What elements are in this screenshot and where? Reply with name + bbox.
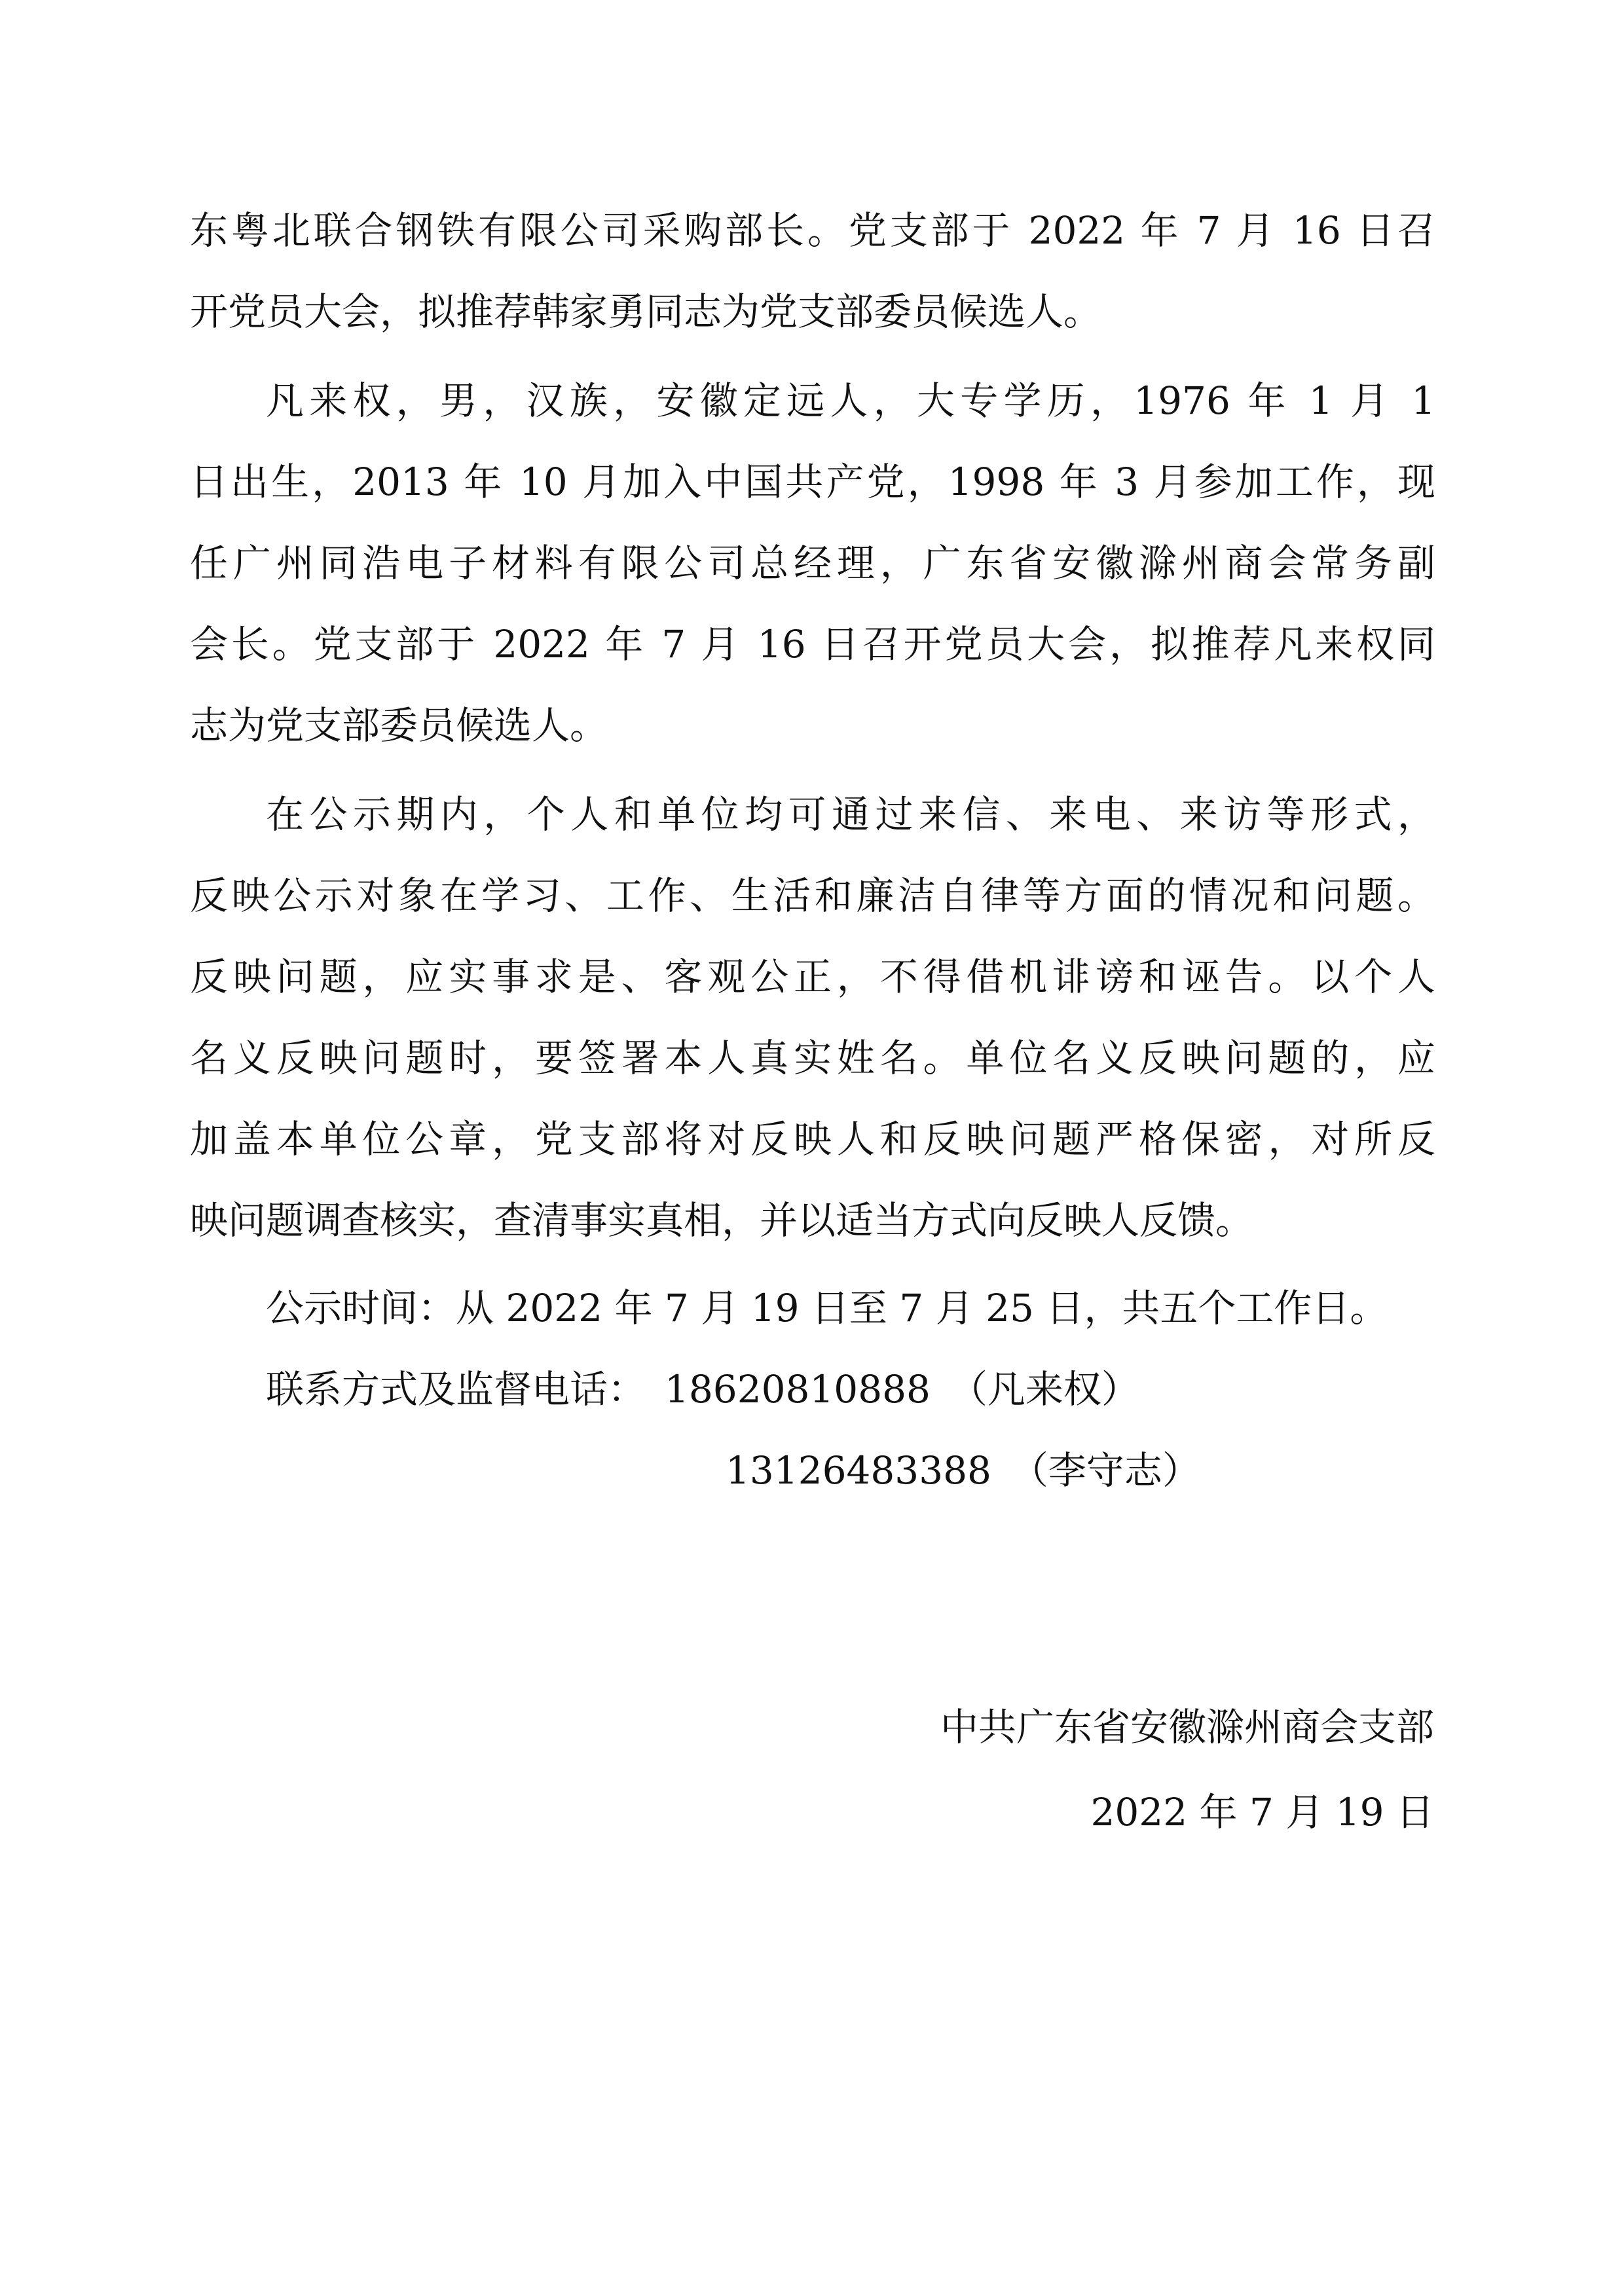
signature-organization: 中共广东省安徽滁州商会支部 [940,1705,1434,1749]
notice-period: 公示时间：从 2022 年 7 月 19 日至 7 月 25 日，共五个工作日。 [266,1286,1388,1330]
paragraph-3-line-5: 加盖本单位公章，党支部将对反映人和反映问题严格保密，对所反 [190,1117,1435,1161]
paragraph-2-line-3: 任广州同浩电子材料有限公司总经理，广东省安徽滁州商会常务副 [190,541,1435,585]
contact-line-1: 联系方式及监督电话： 18620810888 （凡来权） [266,1367,1139,1412]
paragraph-2-line-5: 志为党支部委员候选人。 [190,703,608,748]
contact-line-2: 13126483388 （李守志） [726,1448,1200,1493]
paragraph-1-line-2: 开党员大会，拟推荐韩家勇同志为党支部委员候选人。 [190,289,1102,334]
signature-date: 2022 年 7 月 19 日 [1090,1790,1434,1834]
paragraph-3-line-1: 在公示期内，个人和单位均可通过来信、来电、来访等形式， [266,792,1435,837]
paragraph-1-line-1: 东粤北联合钢铁有限公司采购部长。党支部于 2022 年 7 月 16 日召 [190,208,1435,253]
paragraph-3-line-3: 反映问题，应实事求是、客观公正，不得借机诽谤和诬告。以个人 [190,955,1435,999]
paragraph-2-line-4: 会长。党支部于 2022 年 7 月 16 日召开党员大会，拟推荐凡来权同 [190,622,1435,666]
paragraph-3-line-4: 名义反映问题时，要签署本人真实姓名。单位名义反映问题的，应 [190,1036,1435,1080]
paragraph-3-line-6: 映问题调查核实，查清事实真相，并以适当方式向反映人反馈。 [190,1198,1254,1243]
paragraph-3-line-2: 反映公示对象在学习、工作、生活和廉洁自律等方面的情况和问题。 [190,873,1435,918]
paragraph-2-line-2: 日出生，2013 年 10 月加入中国共产党，1998 年 3 月参加工作，现 [190,460,1435,504]
paragraph-2-line-1: 凡来权，男，汉族，安徽定远人，大专学历，1976 年 1 月 1 [266,378,1435,423]
